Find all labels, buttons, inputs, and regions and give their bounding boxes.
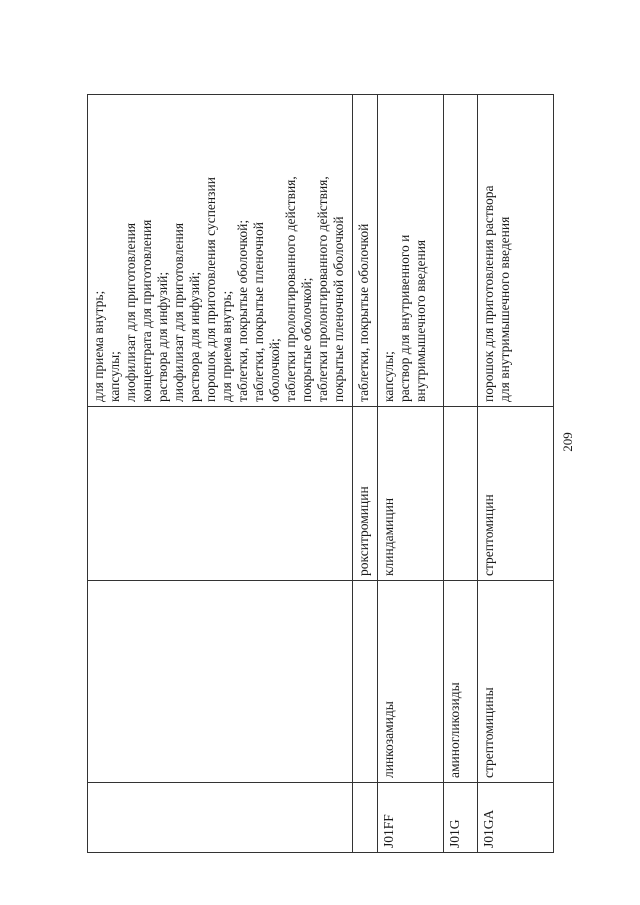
- forms-cell: [88, 95, 353, 407]
- table-row: [88, 95, 353, 853]
- form-line: капсулы;: [107, 351, 122, 402]
- code-cell: [88, 783, 353, 853]
- form-line: таблетки, покрытые пленочной: [251, 221, 266, 402]
- form-line: капсулы;: [381, 351, 396, 402]
- code-cell: J01G: [444, 783, 478, 853]
- forms-cell: [378, 95, 444, 407]
- group-cell: стрептомицины: [478, 581, 554, 783]
- forms-cell: [353, 95, 378, 407]
- form-line: таблетки, покрытые оболочкой: [356, 223, 371, 402]
- group-cell: линкозамиды: [378, 581, 444, 783]
- forms-cell: [478, 95, 554, 407]
- form-line: для приема внутрь;: [91, 290, 106, 402]
- table-row: [444, 95, 478, 853]
- forms-cell: [444, 95, 478, 407]
- substance-cell: [88, 407, 353, 581]
- drug-table: [87, 94, 554, 853]
- table-row: [353, 95, 378, 853]
- form-line: таблетки, покрытые оболочкой;: [235, 219, 250, 402]
- form-line: лиофилизат для приготовления: [171, 222, 186, 402]
- form-line: лиофилизат для приготовления: [123, 222, 138, 402]
- form-line: покрытые оболочкой;: [299, 277, 314, 402]
- table-row: [478, 95, 554, 853]
- substance-cell: стрептомицин: [478, 407, 554, 581]
- form-line: раствора для инфузий;: [155, 271, 170, 402]
- form-line: для внутримышечного введения: [497, 216, 512, 402]
- substance-cell: рокситромицин: [353, 407, 378, 581]
- form-line: внутримышечного введения: [413, 239, 428, 402]
- form-line: раствор для внутривенного и: [397, 234, 412, 402]
- form-line: концентрата для приготовления: [139, 219, 154, 402]
- form-line: порошок для приготовления суспензии: [203, 177, 218, 402]
- form-line: покрытые пленочной оболочкой: [331, 216, 346, 402]
- code-cell: J01GA: [478, 783, 554, 853]
- page-number: 209: [560, 432, 575, 452]
- group-cell: аминогликозиды: [444, 581, 478, 783]
- substance-cell: [444, 407, 478, 581]
- code-cell: [353, 783, 378, 853]
- group-cell: [88, 581, 353, 783]
- code-cell: J01FF: [378, 783, 444, 853]
- form-line: таблетки пролонгированного действия,: [283, 176, 298, 402]
- form-line: раствора для инфузий;: [187, 271, 202, 402]
- table-row: [378, 95, 444, 853]
- form-line: порошок для приготовления раствора: [481, 185, 496, 402]
- form-line: таблетки пролонгированного действия,: [315, 176, 330, 402]
- substance-cell: клиндамицин: [378, 407, 444, 581]
- group-cell: [353, 581, 378, 783]
- rotated-table-container: [87, 95, 553, 853]
- form-line: оболочкой;: [267, 338, 282, 402]
- form-line: для приема внутрь;: [219, 290, 234, 402]
